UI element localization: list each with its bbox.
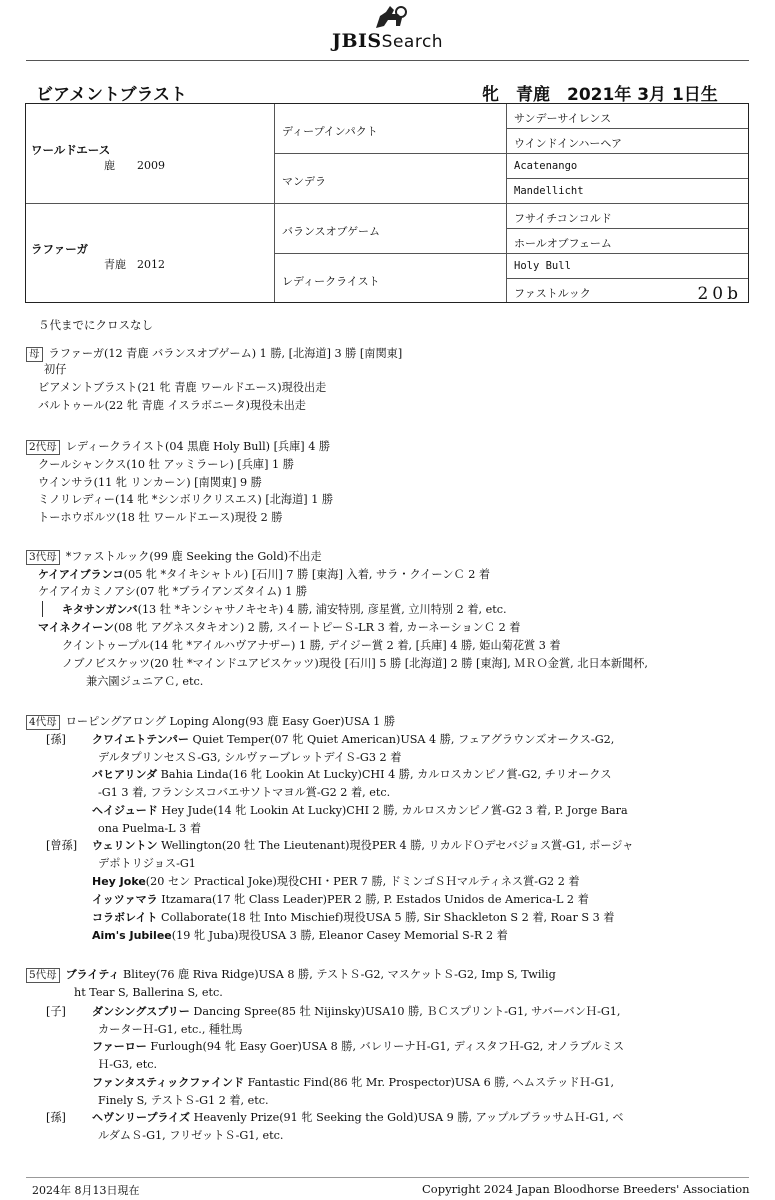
record-text: Dancing Spree(85 牡 Nijinsky)USA10 勝, ＢＣスプリント-G1, サバーバンＨ-G1, [189, 1005, 621, 1018]
record-text: カーターＨ-G1, etc., 種牡馬 [98, 1023, 243, 1036]
dam-line: ラファーガ(12 青鹿 バランスオブゲーム) 1 勝, [北海道] 3 勝 [南関東] [48, 347, 403, 360]
g2-line: レディークライスト(04 黒鹿 Holy Bull) [兵庫] 4 勝 [65, 440, 331, 453]
record-text: ノブノビスケッツ(20 牡 *マインドユアビスケッツ)現役 [石川] 5 勝 [北海道] 2 勝 [東海], ＭＲＯ金賞, 北日本新聞杯, [62, 657, 648, 670]
record-text: デルタプリンセスＳ-G3, シルヴァーブレットデイＳ-G3 2 着 [98, 751, 402, 764]
pedigree-g2-1[interactable]: ディープインパクト [282, 125, 378, 138]
list-item [98, 1128, 283, 1144]
list-item [38, 567, 490, 583]
record-text: Heavenly Prize(91 牝 Seeking the Gold)USA 9 勝, アップルブラッサムＨ-G1, ベ [190, 1111, 624, 1124]
record-text: (19 牝 Juba)現役USA 3 勝, Eleanor Casey Memorial S-R 2 着 [171, 929, 508, 942]
pedigree-g3-4[interactable]: Mandellicht [514, 185, 584, 197]
pedigree-divider [274, 153, 748, 154]
horse-name-bold[interactable]: キタサンガンバ [62, 603, 138, 616]
horse-name-bold[interactable]: ケイアイブランコ [38, 568, 124, 581]
pedigree-g2-2[interactable]: マンデラ [282, 175, 326, 188]
pedigree-divider [506, 128, 748, 129]
list-item [38, 584, 307, 600]
sire-info: 鹿 2009 [104, 159, 165, 172]
pedigree-g3-7[interactable]: Holy Bull [514, 260, 571, 272]
pedigree-g3-8[interactable]: ファストルック [514, 287, 591, 300]
record-text: Bahia Linda(16 牝 Lookin At Lucky)CHI 4 勝, カルロスカンピノ賞-G2, チリオークス [157, 768, 612, 781]
g5-tag: 5代母 [26, 968, 60, 983]
list-item [92, 732, 614, 748]
inbreeding-note: ５代までにクロスなし [38, 318, 153, 332]
record-text: Hey Jude(14 牝 Lookin At Lucky)CHI 2 勝, カルロスカンピノ賞-G2 3 着, P. Jorge Bara [157, 804, 628, 817]
site-header [0, 0, 775, 60]
horse-name: ビアメントブラスト [36, 85, 187, 105]
record-text: (08 牝 アグネスタキオン) 2 勝, スイートピーＳ-LR 3 着, カーネーションＣ 2 着 [113, 621, 521, 634]
horse-name-bold[interactable]: ファーロー [92, 1040, 147, 1053]
list-item: トーホウボルツ(18 牡 ワールドエース)現役 2 勝 [38, 511, 283, 524]
g3-section-header [26, 549, 322, 565]
list-item [98, 856, 196, 872]
list-item: バルトゥール(22 牝 青鹿 イスラボニータ)現役未出走 [38, 399, 306, 412]
record-text: クイントゥープル(14 牝 *アイルハヴアナザー) 1 勝, デイジー賞 2 着, [兵庫] 4 勝, 姫山菊花賞 3 着 [62, 639, 561, 652]
record-text: 兼六園ジュニアＣ, etc. [86, 675, 204, 688]
list-item [92, 1075, 614, 1091]
jbis-search-logo[interactable] [332, 30, 443, 52]
record-text: Collaborate(18 牡 Into Mischief)現役USA 5 勝, Sir Shackleton S 2 着, Roar S 3 着 [157, 911, 615, 924]
record-text: Itzamara(17 牝 Class Leader)PER 2 勝, P. Estados Unidos de America-L 2 着 [157, 893, 589, 906]
list-item [92, 928, 508, 944]
horse-logo-icon [372, 4, 408, 32]
list-item [38, 620, 520, 636]
record-text: Ｈ-G3, etc. [98, 1058, 158, 1071]
pedigree-table [25, 103, 749, 303]
pedigree-g2-4[interactable]: レディークライスト [282, 275, 380, 288]
list-item [98, 1057, 157, 1073]
great-grandchild-label: [曾孫] [46, 839, 78, 852]
pedigree-divider [26, 203, 748, 204]
g2-section-header [26, 439, 330, 455]
record-text: (13 牡 *キンシャサノキセキ) 4 勝, 浦安特別, 彦星賞, 立川特別 2 着, etc. [137, 603, 507, 616]
g4-tag: 4代母 [26, 715, 60, 730]
list-item [98, 785, 390, 801]
list-item [62, 602, 507, 618]
record-text: ルダムＳ-G1, フリゼットＳ-G1, etc. [98, 1129, 284, 1142]
list-item [98, 1093, 269, 1109]
horse-name-bold[interactable]: コラボレイト [92, 911, 158, 924]
list-item [92, 1004, 620, 1020]
record-text: -G1 3 着, フランシスコバエサソトマヨル賞-G2 2 着, etc. [98, 786, 391, 799]
horse-name-bold[interactable]: マイネクイーン [38, 621, 114, 634]
family-number: 20b [697, 284, 742, 304]
pedigree-g3-3[interactable]: Acatenango [514, 160, 578, 172]
tree-connector [42, 601, 43, 617]
list-item [86, 674, 203, 690]
horse-name-bold[interactable]: ウェリントン [92, 839, 158, 852]
grandchild-label: [孫] [46, 733, 66, 746]
record-text: Furlough(94 牝 Easy Goer)USA 8 勝, バレリーナＨ-G1, ディスタフＨ-G2, オノラブルミス [146, 1040, 625, 1053]
g3-line: *ファストルック(99 鹿 Seeking the Gold)不出走 [65, 550, 322, 563]
list-item [92, 1110, 624, 1126]
g4-section-header [26, 714, 395, 730]
grandchild-label: [孫] [46, 1111, 66, 1124]
pedigree-g3-1[interactable]: サンデーサイレンス [514, 112, 612, 125]
horse-name-bold[interactable]: クワイエトテンパー [92, 733, 189, 746]
list-item: ミノリレディー(14 牝 *シンボリクリスエス) [北海道] 1 勝 [38, 493, 334, 506]
header-divider [26, 60, 749, 61]
list-item [92, 767, 612, 783]
g3-tag: 3代母 [26, 550, 60, 565]
horse-info: 牝 青鹿 2021年 3月 1日生 [482, 85, 718, 105]
g5-line-2: ht Tear S, Ballerina S, etc. [74, 986, 223, 999]
horse-name-bold[interactable]: ダンシングスプリー [92, 1005, 190, 1018]
list-item [92, 910, 614, 926]
record-text: Quiet Temper(07 牝 Quiet American)USA 4 勝, フェアグラウンズオークス-G2, [188, 733, 615, 746]
dam-first-foal: 初仔 [44, 363, 67, 376]
record-text: Wellington(20 牡 The Lieutenant)現役PER 4 勝, リカルドＯデセバジョス賞-G1, ポージャ [157, 839, 634, 852]
pedigree-g3-5[interactable]: フサイチコンコルド [514, 212, 612, 225]
list-item [98, 750, 401, 766]
list-item [98, 1022, 243, 1038]
list-item [92, 1039, 624, 1055]
record-text: ケイアイカミノアシ(07 牝 *ブライアンズタイム) 1 勝 [38, 585, 308, 598]
pedigree-g3-6[interactable]: ホールオブフェーム [514, 237, 612, 250]
horse-name-bold[interactable]: Aim's Jubilee [92, 929, 172, 942]
g5-name[interactable]: ブライティ [65, 968, 120, 981]
horse-name-bold[interactable]: ヘヴンリープライズ [92, 1111, 191, 1124]
logo-search: Search [381, 32, 444, 52]
logo-jbis: JBIS [332, 30, 382, 52]
list-item [62, 638, 561, 654]
dam-info: 青鹿 2012 [104, 258, 165, 271]
list-item [98, 821, 201, 837]
list-item: ビアメントブラスト(21 牝 青鹿 ワールドエース)現役出走 [38, 381, 327, 394]
horse-name-bold[interactable]: Hey Joke [92, 875, 146, 888]
dam-section-header [26, 346, 402, 362]
record-text: デポトリジョス-G1 [98, 857, 196, 870]
dam-tag: 母 [26, 347, 43, 362]
horse-name-bold[interactable]: ファンタスティックファインド [92, 1076, 245, 1089]
record-text: Finely S, テストＳ-G1 2 着, etc. [98, 1094, 269, 1107]
horse-name-bold[interactable]: イッツァマラ [92, 893, 158, 906]
record-text: Fantastic Find(86 牝 Mr. Prospector)USA 6 勝, ヘムステッドＨ-G1, [244, 1076, 615, 1089]
record-text: ona Puelma-L 3 着 [98, 822, 202, 835]
horse-name-bold[interactable]: バヒアリンダ [92, 768, 158, 781]
list-item [92, 874, 580, 890]
pedigree-divider [506, 278, 748, 279]
pedigree-divider [506, 178, 748, 179]
list-item: ウインサラ(11 牝 リンカーン) [南関東] 9 勝 [38, 476, 262, 489]
horse-name-bold[interactable]: ヘイジュード [92, 804, 158, 817]
list-item [92, 838, 633, 854]
copyright: Copyright 2024 Japan Bloodhorse Breeders' Association [422, 1182, 750, 1196]
g5-line: Blitey(76 鹿 Riva Ridge)USA 8 勝, テストＳ-G2, マスケットＳ-G2, Imp S, Twilig [119, 968, 556, 981]
g2-tag: 2代母 [26, 440, 60, 455]
list-item: クールシャンクス(10 牡 アッミラーレ) [兵庫] 1 勝 [38, 458, 294, 471]
list-item [62, 656, 648, 672]
sire-name[interactable]: ワールドエース [31, 143, 111, 157]
pedigree-divider [506, 228, 748, 229]
record-text: (05 牝 *タイキシャトル) [石川] 7 勝 [東海] 入着, サラ・クイーンＣ 2 着 [123, 568, 491, 581]
child-label: [子] [46, 1005, 66, 1018]
g4-line: ローピングアロング Loping Along(93 鹿 Easy Goer)USA 1 勝 [65, 715, 396, 728]
record-text: (20 セン Practical Joke)現役CHI・PER 7 勝, ドミンゴＳＨマルティネス賞-G2 2 着 [145, 875, 580, 888]
pedigree-g2-3[interactable]: バランスオブゲーム [282, 225, 381, 238]
g5-section-header [26, 967, 556, 983]
dam-name[interactable]: ラファーガ [31, 242, 89, 256]
list-item [92, 803, 628, 819]
footer-divider [26, 1177, 749, 1178]
as-of-date: 2024年 8月13日現在 [32, 1184, 140, 1197]
pedigree-divider [274, 253, 748, 254]
list-item [92, 892, 589, 908]
pedigree-g3-2[interactable]: ウインドインハーヘア [514, 137, 623, 150]
